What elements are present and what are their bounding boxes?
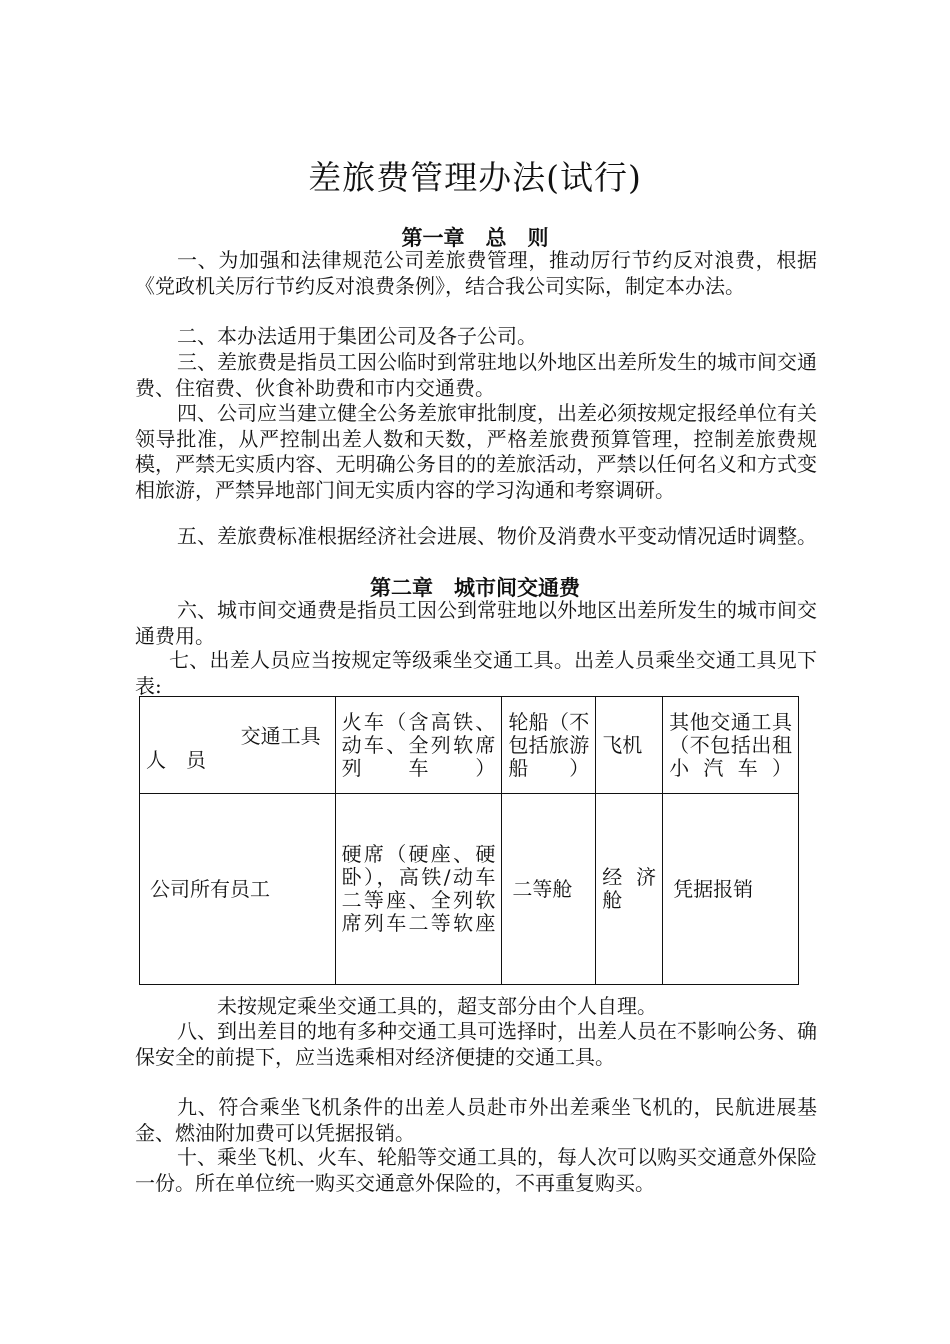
paragraph-8: 八、到出差目的地有多种交通工具可选择时，出差人员在不影响公务、确保安全的前提下，应当选乘相对经济便捷的交通工具。	[135, 1019, 817, 1069]
paragraph-2: 二、本办法适用于集团公司及各子公司。	[177, 324, 537, 348]
paragraph-4: 四、公司应当建立健全公务差旅审批制度，出差必须按规定报经单位有关领导批准，从严控制出差人数和天数，严格差旅费预算管理，控制差旅费规模，严禁无实质内容、无明确公务目的的差旅活动，严禁以任何名义和方式变相旅游，严禁异地部门间无实质内容的学习沟通和考察调研。	[135, 401, 817, 502]
paragraph-10: 十、乘坐飞机、火车、轮船等交通工具的，每人次可以购买交通意外保险一份。所在单位统一购买交通意外保险的，不再重复购买。	[135, 1145, 817, 1195]
document-title: 差旅费管理办法(试行)	[308, 158, 642, 197]
chapter-1-heading: 第一章 总 则	[401, 225, 549, 250]
header-tool-label: 交通工具	[240, 723, 321, 748]
row-person-cell: 公司所有员工	[140, 794, 336, 985]
paragraph-3: 三、差旅费是指员工因公临时到常驻地以外地区出差所发生的城市间交通费、住宿费、伙食补助费和市内交通费。	[135, 350, 817, 400]
header-plane-cell: 飞机	[596, 697, 663, 794]
header-train-cell: 火车（含高铁、动车、全列软席列车）	[335, 697, 502, 794]
row-plane-cell: 经济舱	[596, 794, 663, 985]
row-other-cell: 凭据报销	[663, 794, 799, 985]
transport-standard-table	[139, 696, 799, 985]
header-other-cell: 其他交通工具（不包括出租小汽车）	[663, 697, 799, 794]
header-ship-cell: 轮船（不包括旅游船）	[502, 697, 596, 794]
header-diagonal-cell	[140, 697, 336, 794]
paragraph-1: 一、为加强和法律规范公司差旅费管理，推动厉行节约反对浪费，根据《党政机关厉行节约反对浪费条例》，结合我公司实际，制定本办法。	[135, 248, 817, 298]
header-person-label: 人员	[146, 747, 226, 772]
paragraph-5: 五、差旅费标准根据经济社会进展、物价及消费水平变动情况适时调整。	[177, 524, 817, 548]
paragraph-9: 九、符合乘坐飞机条件的出差人员赴市外出差乘坐飞机的，民航进展基金、燃油附加费可以凭据报销。	[135, 1095, 817, 1145]
row-ship-cell: 二等舱	[502, 794, 596, 985]
chapter-2-heading: 第二章 城市间交通费	[370, 575, 580, 600]
table-note: 未按规定乘坐交通工具的，超支部分由个人自理。	[217, 994, 657, 1018]
row-train-cell: 硬席（硬座、硬卧），高铁/动车二等座、全列软席列车二等软座	[335, 794, 502, 985]
table-row	[140, 794, 799, 985]
paragraph-7: 七、出差人员应当按规定等级乘坐交通工具。出差人员乘坐交通工具见下表:	[135, 648, 817, 698]
paragraph-6: 六、城市间交通费是指员工因公到常驻地以外地区出差所发生的城市间交通费用。	[135, 598, 817, 648]
table-header-row	[140, 697, 799, 794]
